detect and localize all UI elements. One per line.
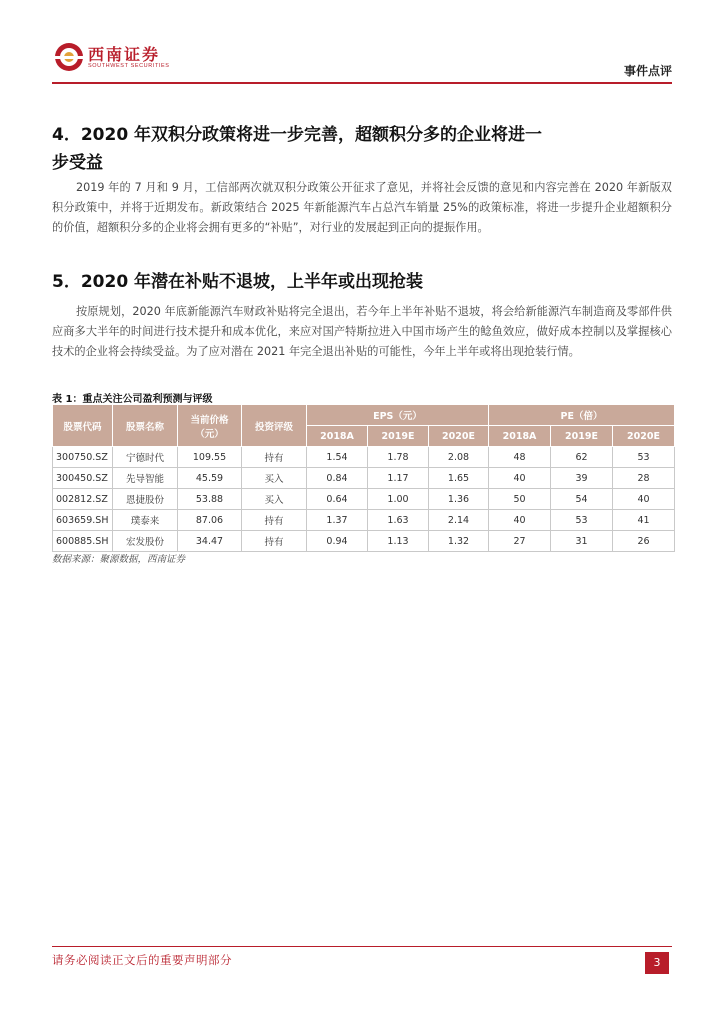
table-source: 数据来源：聚源数据，西南证券	[52, 554, 186, 565]
pe-value: 50	[489, 489, 551, 510]
eps-value: 0.94	[307, 531, 368, 552]
disclaimer-notice: 请务必阅读正文后的重要声明部分	[52, 953, 232, 967]
eps-value: 1.32	[429, 531, 489, 552]
table-row	[53, 510, 675, 531]
pe-value: 31	[551, 531, 613, 552]
header-rating: 投资评级	[242, 405, 307, 447]
stock-code: 300450.SZ	[53, 468, 113, 489]
table-row	[53, 468, 675, 489]
pe-value: 62	[551, 447, 613, 468]
header-eps: EPS（元）	[307, 405, 489, 426]
pe-value: 28	[613, 468, 675, 489]
stock-name: 先导智能	[113, 468, 178, 489]
eps-value: 1.00	[368, 489, 429, 510]
earnings-forecast-table	[52, 404, 675, 552]
header-eps-year: 2019E	[368, 426, 429, 447]
eps-value: 1.17	[368, 468, 429, 489]
pe-value: 53	[613, 447, 675, 468]
table-row	[53, 447, 675, 468]
section-5-paragraph: 按原规划，2020 年底新能源汽车财政补贴将完全退出，若今年上半年补贴不退坡，将会给新能源汽车制造商及零部件供应商多大半年的时间进行技术提升和成本优化，来应对国产特斯拉进入中国市场产生的鲶鱼效应，做好成本控制以及掌握核心技术的企业将会持续受益。为了应对潜在 2021 年完全退出补贴的可能性，今年上半年或将出现抢装行情。	[52, 305, 672, 358]
eps-value: 1.37	[307, 510, 368, 531]
stock-rating: 持有	[242, 531, 307, 552]
pe-value: 26	[613, 531, 675, 552]
header-pe-year: 2020E	[613, 426, 675, 447]
header-pe-year: 2018A	[489, 426, 551, 447]
document-type: 事件点评	[623, 64, 672, 78]
company-name-cn: 西南证券	[88, 45, 161, 64]
header-divider	[52, 82, 672, 84]
eps-value: 1.13	[368, 531, 429, 552]
header-pe-year: 2019E	[551, 426, 613, 447]
header-eps-year: 2018A	[307, 426, 368, 447]
eps-value: 1.65	[429, 468, 489, 489]
page-number: 3	[645, 952, 669, 974]
eps-value: 0.64	[307, 489, 368, 510]
pe-value: 53	[551, 510, 613, 531]
stock-name: 宏发股份	[113, 531, 178, 552]
stock-code: 600885.SH	[53, 531, 113, 552]
footer-divider	[52, 946, 672, 947]
stock-code: 300750.SZ	[53, 447, 113, 468]
header-pe: PE（倍）	[489, 405, 675, 426]
eps-value: 1.54	[307, 447, 368, 468]
eps-value: 1.78	[368, 447, 429, 468]
page-header	[52, 40, 672, 82]
pe-value: 41	[613, 510, 675, 531]
pe-value: 40	[489, 510, 551, 531]
eps-value: 1.63	[368, 510, 429, 531]
stock-price: 34.47	[178, 531, 242, 552]
stock-price: 53.88	[178, 489, 242, 510]
header-price: 当前价格 （元）	[178, 405, 242, 447]
table-row	[53, 489, 675, 510]
table-row	[53, 531, 675, 552]
company-logo-icon	[54, 42, 84, 72]
pe-value: 40	[489, 468, 551, 489]
stock-price: 109.55	[178, 447, 242, 468]
eps-value: 2.14	[429, 510, 489, 531]
pe-value: 27	[489, 531, 551, 552]
stock-name: 宁德时代	[113, 447, 178, 468]
pe-value: 40	[613, 489, 675, 510]
stock-rating: 买入	[242, 468, 307, 489]
header-stock-code: 股票代码	[53, 405, 113, 447]
stock-rating: 持有	[242, 447, 307, 468]
table-title: 表 1：重点关注公司盈利预测与评级	[52, 394, 213, 405]
header-eps-year: 2020E	[429, 426, 489, 447]
stock-name: 恩捷股份	[113, 489, 178, 510]
stock-name: 璞泰来	[113, 510, 178, 531]
section-4-heading: 4．2020 年双积分政策将进一步完善，超额积分多的企业将进一 步受益	[52, 125, 543, 173]
eps-value: 2.08	[429, 447, 489, 468]
stock-code: 603659.SH	[53, 510, 113, 531]
pe-value: 48	[489, 447, 551, 468]
eps-value: 1.36	[429, 489, 489, 510]
section-4-paragraph: 2019 年的 7 月和 9 月，工信部两次就双积分政策公开征求了意见，并将社会反馈的意见和内容完善在 2020 年新版双积分政策中，并将于近期发布。新政策结合 2025 年新能源汽车占总汽车销量 25%的政策标准，将进一步提升企业超额积分的价值，超额积分多的企业将会拥有更多的“补贴”，对行业的发展起到正向的提振作用。	[52, 181, 672, 234]
stock-rating: 买入	[242, 489, 307, 510]
section-5-heading: 5．2020 年潜在补贴不退坡，上半年或出现抢装	[52, 272, 424, 292]
header-stock-name: 股票名称	[113, 405, 178, 447]
company-name-en: SOUTHWEST SECURITIES	[88, 63, 170, 69]
pe-value: 54	[551, 489, 613, 510]
stock-price: 87.06	[178, 510, 242, 531]
stock-code: 002812.SZ	[53, 489, 113, 510]
pe-value: 39	[551, 468, 613, 489]
eps-value: 0.84	[307, 468, 368, 489]
stock-price: 45.59	[178, 468, 242, 489]
stock-rating: 持有	[242, 510, 307, 531]
